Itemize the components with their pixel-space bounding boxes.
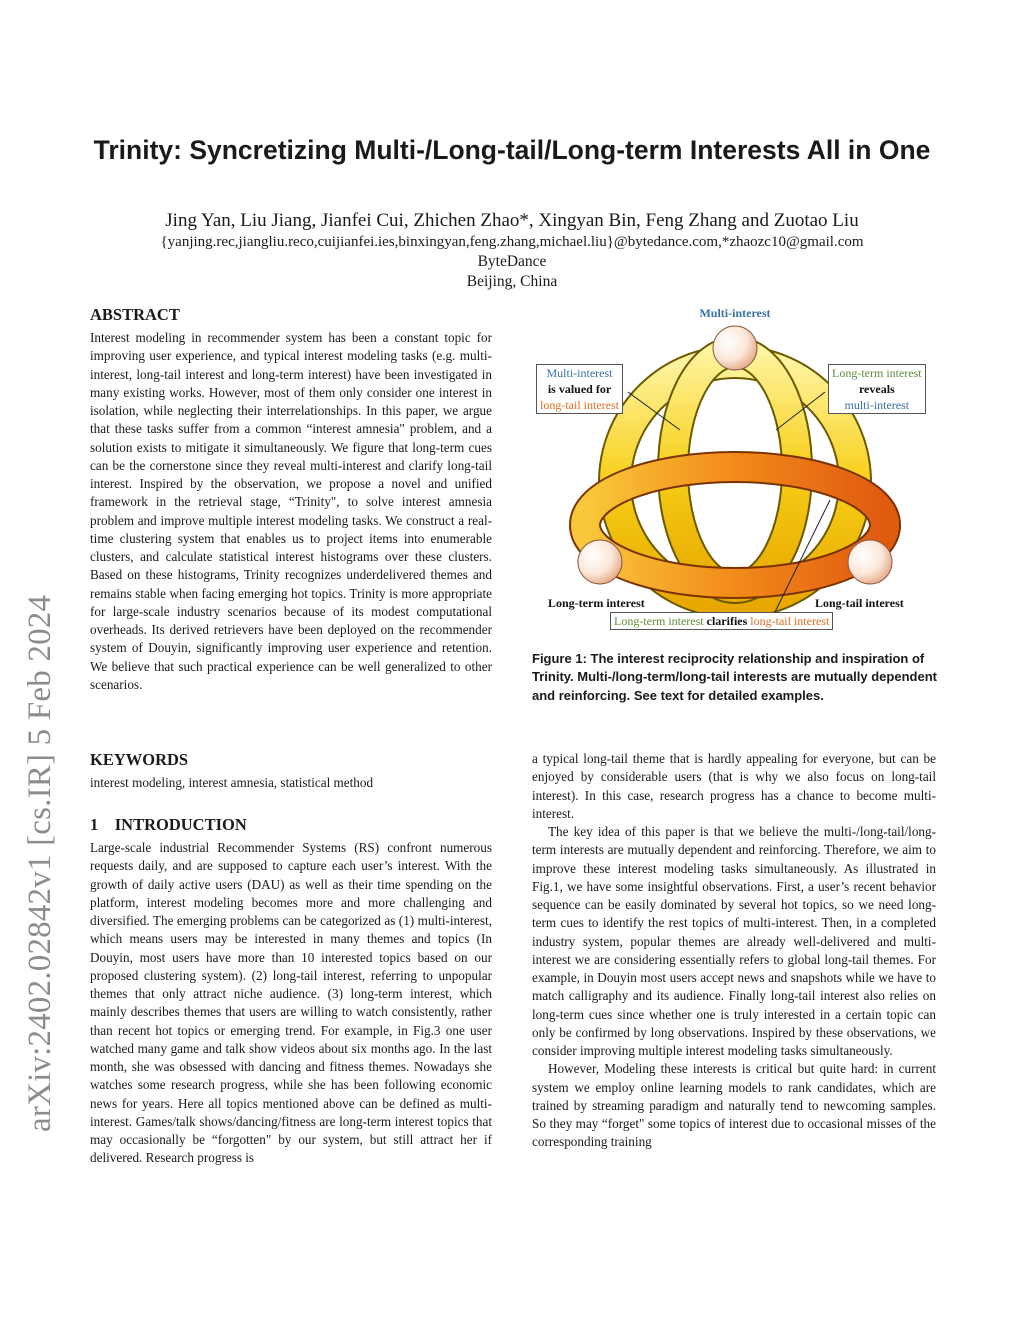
box-bottom <box>610 612 833 630</box>
introduction-heading <box>90 815 492 835</box>
intro-right-column <box>532 750 936 1152</box>
box-left-line2: is valued for <box>547 382 612 396</box>
arxiv-identifier: arXiv:2402.02842v1 [cs.IR] 5 Feb 2024 <box>22 594 58 1132</box>
box-left <box>536 364 623 414</box>
trinity-knot-diagram <box>530 300 940 636</box>
box-right <box>828 364 926 414</box>
intro-right-paragraph-3: However, Modeling these interests is critical but quite hard: in current system we employ online learning models to rank candidates, which are trained by streaming paradigm and naturally tend to newcoming samples. So they may “forget" some topics of interest due to occasional misses of the corresponding training <box>532 1061 936 1150</box>
box-bottom-part1: Long-term interest <box>614 614 704 628</box>
paper-title: Trinity: Syncretizing Multi-/Long-tail/Long-term Interests All in One <box>93 135 931 165</box>
intro-right-paragraph-1: a typical long-tail theme that is hardly appealing for everyone, but can be enjoyed by considerable users (that is why we also focus on long-tail interest). In this case, research progress has a chance to become multi-interest. <box>532 751 936 821</box>
box-left-line3: long-tail interest <box>540 398 619 412</box>
keywords-text: interest modeling, interest amnesia, statistical method <box>90 775 374 790</box>
box-right-line3: multi-interest <box>844 398 910 412</box>
box-bottom-part3: long-tail interest <box>750 614 830 628</box>
box-right-line2: reveals <box>858 382 895 396</box>
section-number: 1 <box>90 815 99 834</box>
keywords-heading: KEYWORDS <box>90 750 189 769</box>
author-emails: {yanjing.rec,jiangliu.reco,cuijianfei.ies,binxingyan,feng.zhang,michael.liu}@bytedance.com,*zhaozc10@gmail.com <box>160 234 864 250</box>
abstract-section <box>90 305 492 694</box>
label-long-tail: Long-tail interest <box>815 596 904 610</box>
introduction-section <box>90 815 492 1168</box>
figure-caption: Figure 1: The interest reciprocity relationship and inspiration of Trinity. Multi-/long-term/long-tail interests are mutually dependent and reinforcing. See text for detailed examples. <box>532 651 937 703</box>
author-list: Jing Yan, Liu Jiang, Jianfei Cui, Zhichen Zhao*, Xingyan Bin, Feng Zhang and Zuotao Liu <box>165 210 859 231</box>
location: Beijing, China <box>466 273 558 290</box>
label-multi-interest: Multi-interest <box>699 306 771 320</box>
keywords-section <box>90 750 492 792</box>
box-left-line1: Multi-interest <box>546 366 613 380</box>
label-long-term: Long-term interest <box>548 596 645 610</box>
multi-interest-node <box>713 326 757 370</box>
box-bottom-part2: clarifies <box>706 614 748 628</box>
figure-1 <box>530 300 940 636</box>
abstract-text: Interest modeling in recommender system has been a constant topic for improving user experience, and typical interest modeling tasks (e.g. multi-interest, long-tail interest and long-term interest) have been investigated in many existing works. However, most of them only consider one interest in isolation, while neglecting their interrelationships. In this paper, we argue that these tasks suffer from a common “interest amnesia" problem, and a solution exists to mitigate it simultaneously. We figure that long-term cues can be the cornerstone since they reveal multi-interest and clarify long-tail interest. Inspired by the observation, we propose a novel and unified framework in the retrieval stage, “Trinity", to solve interest amnesia problem and improve multiple interest modeling tasks. We construct a real-time clustering system that enables us to project items into enumerable clusters, and calculate statistical interest histograms over these clusters. Based on these histograms, Trinity recognizes underdelivered themes and remains stable when facing emerging hot topics. Trinity is more appropriate for large-scale industry scenarios because of its modest computational overheads. Its derived retrievers have been deployed on the recommender system of Douyin, significantly improving user experience and retention. We believe that such practical experience can be well generalized to other scenarios. <box>90 330 492 692</box>
long-term-node <box>578 540 622 584</box>
section-title: INTRODUCTION <box>114 815 247 834</box>
abstract-heading: ABSTRACT <box>90 305 180 324</box>
box-right-line1: Long-term interest <box>832 366 922 380</box>
intro-right-paragraph-2: The key idea of this paper is that we believe the multi-/long-tail/long-term interests are mutually dependent and reinforcing. Therefore, we aim to improve these interest modeling tasks simultaneously. As illustrated in Fig.1, we have some insightful observations. First, a user’s recent behavior sequence can be easily dominated by several hot topics, so we need long-term cues to identify the rest topics of multi-interest. Then, in a completed industry system, popular themes are already well-delivered and multi-interest we are considering essentially refers to global long-tail themes. For example, in Douyin most users accept news and snapshots while we have to match calligraphy and its audience. Finally long-tail interest also relies on long-term cues since whether one is truly interested in a certain topic can only be confirmed by long observations. Inspired by these observations, we consider improving multiple interest modeling tasks simultaneously. <box>532 824 936 1058</box>
long-tail-node <box>848 540 892 584</box>
affiliation: ByteDance <box>477 253 547 270</box>
intro-left-text: Large-scale industrial Recommender Systems (RS) confront numerous requests daily, and are supposed to capture each user’s interest. With the growth of daily active users (DAU) as well as their time spending on the platform, interest modeling becomes more and more challenging and diversified. The emerging problems can be categorized as (1) multi-interest, which means users may be interested in many themes and topics (In Douyin, most users have more than 10 interested topics based on our proposed clustering system). (2) long-tail interest, referring to unpopular themes that only attract niche audience. (3) long-term interest, which mainly describes themes that users are willing to watch consistently, rather than recent hot topics or emerging trend. For example, in Fig.3 one user watched many game and talk show videos about six months ago. In the last month, she was obsessed with dancing and fitness themes. Nowadays she watches some research progress, while she has been following economic news for years. Here all topics mentioned above can be defined as multi-interest. Games/talk shows/dancing/fitness are long-term interest topics that may occasionally be “forgotten" by our system, but still attract her if delivered. Research progress is <box>90 840 492 1166</box>
